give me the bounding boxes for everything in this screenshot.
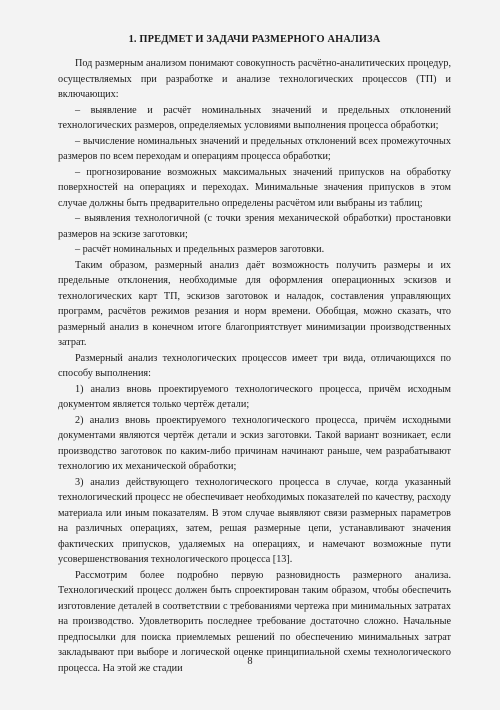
paragraph: – расчёт номинальных и предельных размеров заготовки. <box>75 244 325 255</box>
paragraph: Под размерным анализом понимают совокупность расчётно-аналитических процедур, осуществляемых при разработке и анализе технологических процессов (ТП) и включающих: <box>58 58 451 100</box>
paragraph: – вычисление номинальных значений и предельных отклонений всех промежуточных размеров по всем переходам и операциям процесса обработки; <box>58 135 451 162</box>
paragraph: Таким образом, размерный анализ даёт возможность получить размеры и их предельные отклонения, необходимые для оформления операционных эскизов и технологических карт ТП, эскизов заготовок и наладок, составления управляющих программ, расчётов режимов резания и норм времени. Обобщая, можно сказать, что размерный анализ в конечном итоге благоприятствует минимизации производственных затрат. <box>58 259 451 348</box>
paragraph: 2) анализ вновь проектируемого технологического процесса, причём исходными документами являются чертёж детали и эскиз заготовки. Такой вариант возникает, если производство заготовок по каким-либо причинам начинают раньше, чем разрабатывают технологию их механической обработки; <box>58 414 451 472</box>
paragraph: Рассмотрим более подробно первую разновидность размерного анализа. Технологический процесс должен быть спроектирован таким образом, чтобы обеспечить изготовление деталей в соответствии с требованиями чертежа при минимальных затратах на производство. Удовлетворить последнее требование достаточно сложно. Начальные предпосылки для поиска приемлемых решений по обеспечению минимальных затрат закладывают при выборе и логической оценке принципиальной схемы технологического процесса. На этой же стадии <box>58 569 451 674</box>
paragraph: – выявления технологичной (с точки зрения механической обработки) простановки размеров на эскизе заготовки; <box>58 213 451 240</box>
body-text <box>58 56 451 676</box>
paragraph: Размерный анализ технологических процессов имеет три вида, отличающихся по способу выполнения: <box>58 352 451 379</box>
paragraph: 3) анализ действующего технологического процесса в случае, когда указанный технологический процесс не обеспечивает необходимых показателей по качеству, расходу материала или иным показателям. В этом случае выявляют связи размерных параметров на различных операциях, затем, решая размерные цепи, устанавливают значения фактических припусков, удаляемых на операциях, и намечают возможные пути усовершенствования технологического процесса [13]. <box>58 476 451 565</box>
paragraph: – выявление и расчёт номинальных значений и предельных отклонений технологических размеров, определяемых условиями выполнения процесса обработки; <box>58 104 451 131</box>
paragraph: 1) анализ вновь проектируемого технологического процесса, причём исходным документом является только чертёж детали; <box>58 383 451 410</box>
section-title: 1. ПРЕДМЕТ И ЗАДАЧИ РАЗМЕРНОГО АНАЛИЗА <box>128 34 381 45</box>
page-number: 8 <box>247 656 253 667</box>
paragraph: – прогнозирование возможных максимальных значений припусков на обработку поверхностей на операциях и переходах. Минимальные значения припусков в этом случае должны быть предварительно определены расчётом или выбраны из таблиц; <box>58 166 451 209</box>
